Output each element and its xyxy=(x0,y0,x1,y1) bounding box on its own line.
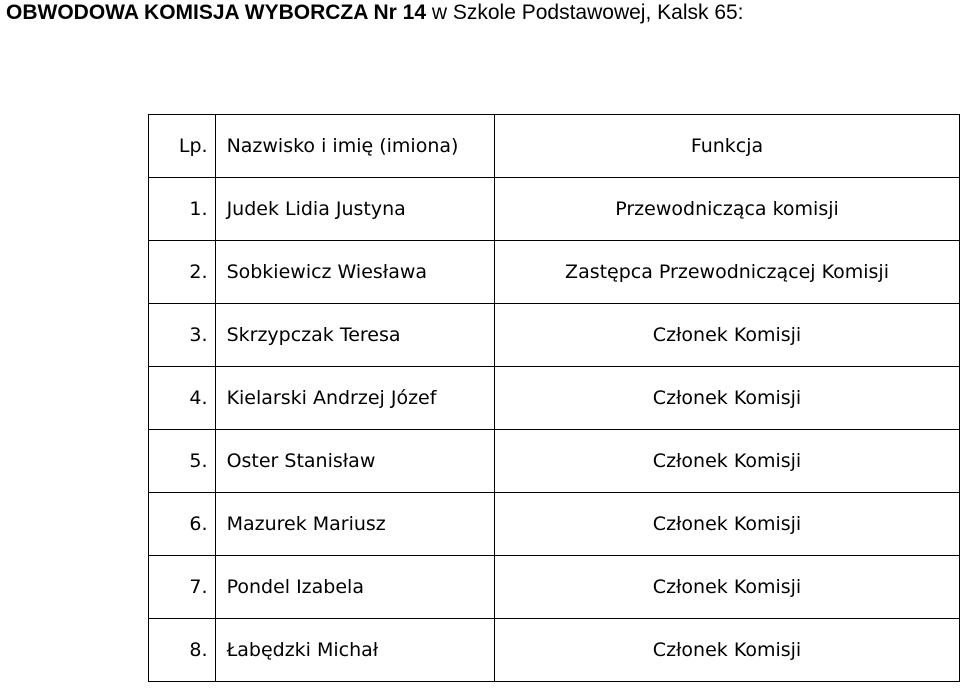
row-lp: 1. xyxy=(149,178,216,241)
members-table xyxy=(148,114,960,682)
row-lp: 8. xyxy=(149,619,216,682)
row-function: Przewodnicząca komisji xyxy=(495,178,960,241)
row-function: Członek Komisji xyxy=(495,430,960,493)
row-lp: 2. xyxy=(149,241,216,304)
table-row xyxy=(149,493,960,556)
row-lp: 7. xyxy=(149,556,216,619)
table-header-row xyxy=(149,115,960,178)
table-row xyxy=(149,304,960,367)
header-function: Funkcja xyxy=(495,115,960,178)
row-name: Mazurek Mariusz xyxy=(215,493,494,556)
row-name: Pondel Izabela xyxy=(215,556,494,619)
row-function: Członek Komisji xyxy=(495,556,960,619)
row-lp: 6. xyxy=(149,493,216,556)
row-function: Członek Komisji xyxy=(495,493,960,556)
commission-name: OBWODOWA KOMISJA WYBORCZA Nr 14 xyxy=(6,1,427,24)
header-name: Nazwisko i imię (imiona) xyxy=(215,115,494,178)
members-table-body xyxy=(149,115,960,682)
row-function: Członek Komisji xyxy=(495,367,960,430)
header-lp: Lp. xyxy=(149,115,216,178)
page-title xyxy=(6,0,744,26)
row-function: Członek Komisji xyxy=(495,619,960,682)
table-row xyxy=(149,178,960,241)
table-row xyxy=(149,241,960,304)
row-name: Skrzypczak Teresa xyxy=(215,304,494,367)
row-name: Kielarski Andrzej Józef xyxy=(215,367,494,430)
commission-location: w Szkole Podstawowej, Kalsk 65: xyxy=(431,1,744,24)
table-row xyxy=(149,430,960,493)
row-name: Sobkiewicz Wiesława xyxy=(215,241,494,304)
table-row xyxy=(149,619,960,682)
row-lp: 4. xyxy=(149,367,216,430)
row-name: Judek Lidia Justyna xyxy=(215,178,494,241)
row-name: Łabędzki Michał xyxy=(215,619,494,682)
row-lp: 3. xyxy=(149,304,216,367)
row-function: Członek Komisji xyxy=(495,304,960,367)
row-lp: 5. xyxy=(149,430,216,493)
row-name: Oster Stanisław xyxy=(215,430,494,493)
table-row xyxy=(149,367,960,430)
table-row xyxy=(149,556,960,619)
row-function: Zastępca Przewodniczącej Komisji xyxy=(495,241,960,304)
